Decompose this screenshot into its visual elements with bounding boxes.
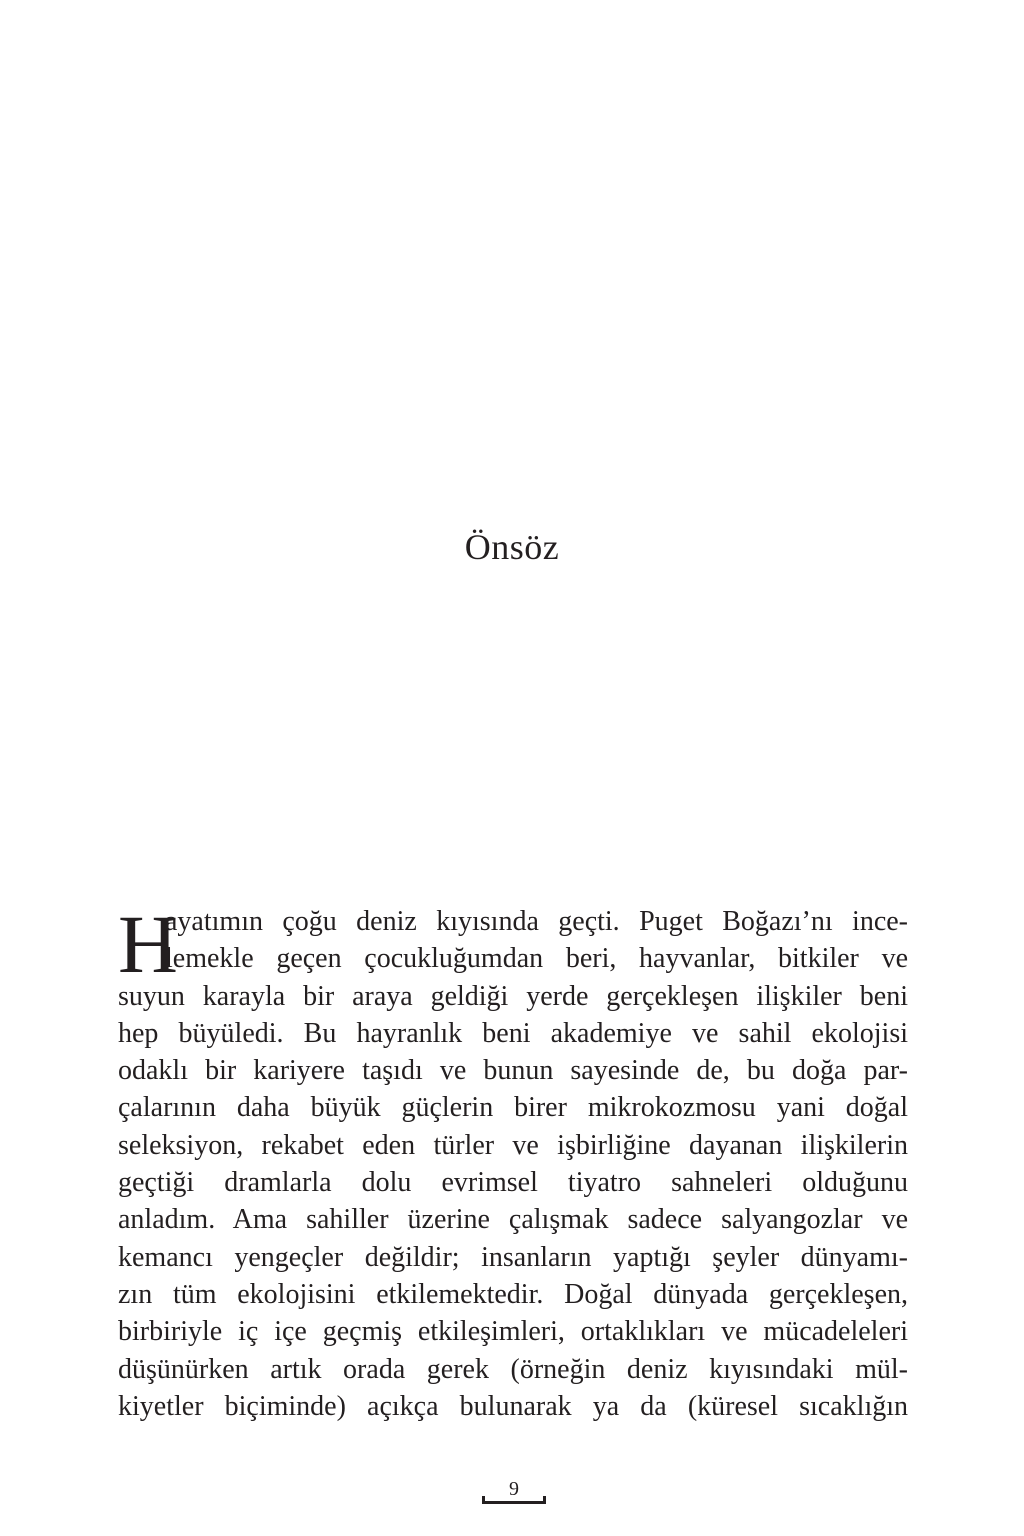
page-number: 9 (509, 1478, 519, 1500)
chapter-title: Önsöz (464, 527, 560, 567)
page-number-rule (482, 1501, 546, 1504)
body-paragraph (118, 898, 908, 1425)
text-line: hep büyüledi. Bu hayranlık beni akademiye ve sahil ekolojisi (118, 1017, 908, 1049)
text-line: seleksiyon, rekabet eden türler ve işbirliğine dayanan ilişkilerin (118, 1129, 908, 1161)
text-line: anladım. Ama sahiller üzerine çalışmak sadece salyangozlar ve (118, 1204, 908, 1236)
text-line: birbiriyle iç içe geçmiş etkileşimleri, ortaklıkları ve mücadeleleri (118, 1316, 908, 1348)
text-line: kemancı yengeçler değildir; insanların yaptığı şeyler dünyamı- (118, 1241, 908, 1273)
text-line: zın tüm ekolojisini etkilemektedir. Doğal dünyada gerçekleşen, (118, 1278, 908, 1310)
text-line: suyun karayla bir araya geldiği yerde gerçekleşen ilişkiler beni (118, 980, 908, 1012)
drop-cap: H (118, 898, 178, 990)
page-footer (482, 1478, 546, 1506)
text-line: düşünürken artık orada gerek (örneğin deniz kıyısındaki mül- (118, 1353, 908, 1385)
text-line: lemekle geçen çocukluğumdan beri, hayvanlar, bitkiler ve (165, 943, 908, 975)
text-line: ayatımın çoğu deniz kıyısında geçti. Puget Boğazı’nı ince- (165, 906, 908, 937)
text-line: geçtiği dramlarla dolu evrimsel tiyatro sahneleri olduğunu (118, 1167, 908, 1199)
text-line: odaklı bir kariyere taşıdı ve bunun sayesinde de, bu doğa par- (118, 1055, 908, 1087)
text-line: çalarının daha büyük güçlerin birer mikrokozmosu yani doğal (118, 1092, 908, 1124)
text-line: kiyetler biçiminde) açıkça bulunarak ya da (küresel sıcaklığın (118, 1390, 908, 1422)
